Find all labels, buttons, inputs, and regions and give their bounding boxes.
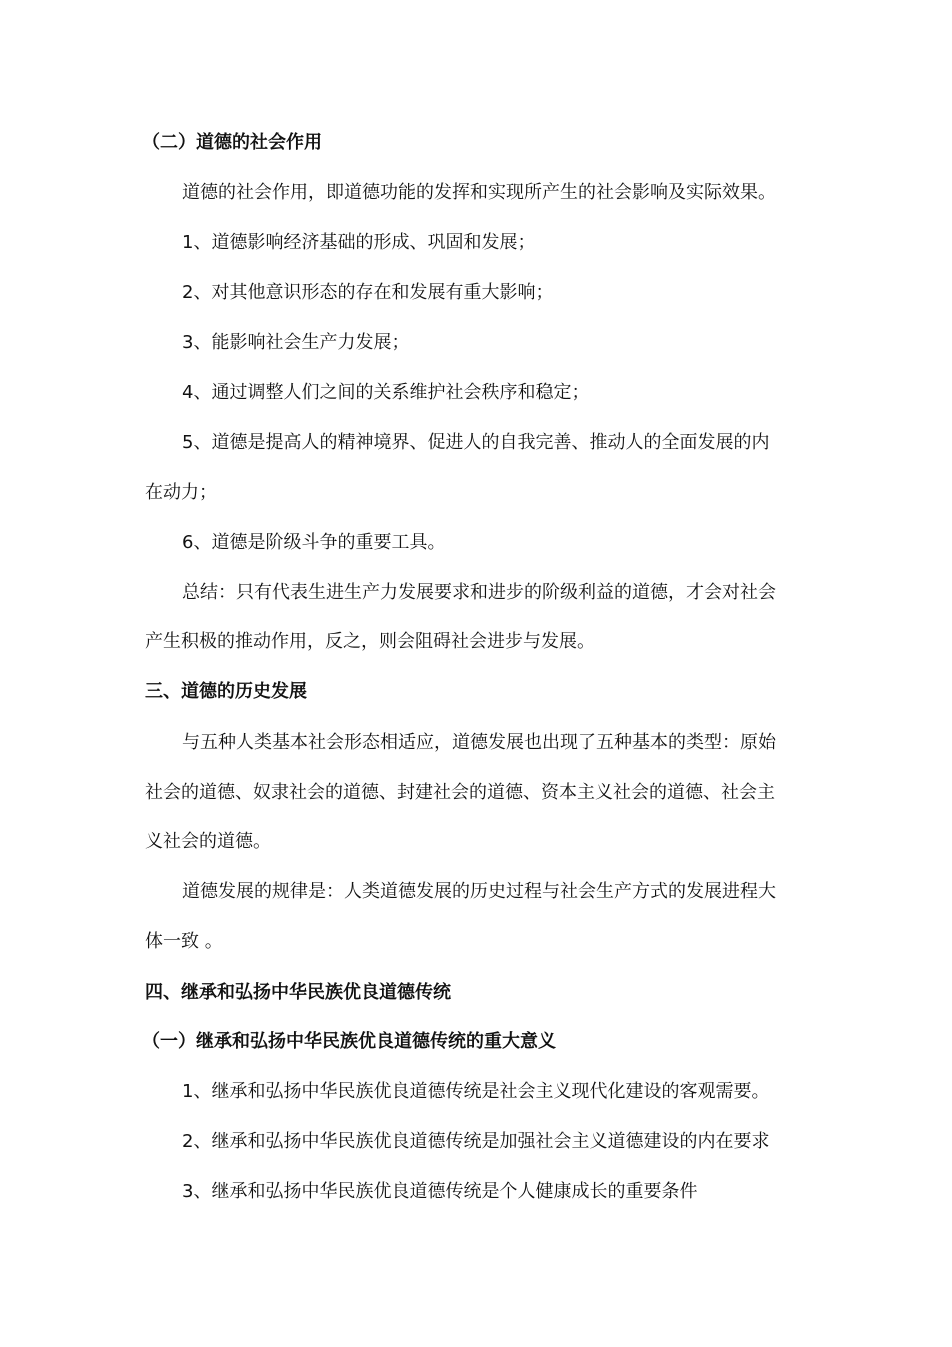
paragraph-line: 社会的道德、奴隶社会的道德、封建社会的道德、资本主义社会的道德、社会主 [145, 782, 775, 803]
list-item: 6、道德是阶级斗争的重要工具。 [182, 532, 446, 553]
paragraph-line: 道德发展的规律是：人类道德发展的历史过程与社会生产方式的发展进程大 [182, 881, 776, 902]
list-item: 2、继承和弘扬中华民族优良道德传统是加强社会主义道德建设的内在要求 [182, 1131, 770, 1152]
list-item: 3、继承和弘扬中华民族优良道德传统是个人健康成长的重要条件 [182, 1181, 698, 1202]
list-item: 1、道德影响经济基础的形成、巩固和发展； [182, 232, 536, 253]
summary-line-continuation: 产生积极的推动作用，反之，则会阻碍社会进步与发展。 [145, 631, 595, 652]
list-item-continuation: 在动力； [145, 482, 217, 503]
list-item: 5、道德是提高人的精神境界、促进人的自我完善、推动人的全面发展的内 [182, 432, 770, 453]
paragraph-line: 与五种人类基本社会形态相适应，道德发展也出现了五种基本的类型：原始 [182, 732, 776, 753]
list-item: 2、对其他意识形态的存在和发展有重大影响； [182, 282, 554, 303]
section-heading-social-role: （二）道德的社会作用 [142, 132, 322, 153]
paragraph-line: 义社会的道德。 [145, 831, 271, 852]
summary-line: 总结：只有代表生进生产力发展要求和进步的阶级利益的道德，才会对社会 [182, 582, 776, 603]
paragraph-line: 体一致 。 [145, 931, 223, 952]
section-heading-history: 三、道德的历史发展 [145, 681, 307, 702]
list-item: 1、继承和弘扬中华民族优良道德传统是社会主义现代化建设的客观需要。 [182, 1081, 770, 1102]
section-heading-tradition: 四、继承和弘扬中华民族优良道德传统 [145, 982, 451, 1003]
list-item: 4、通过调整人们之间的关系维护社会秩序和稳定； [182, 382, 590, 403]
subsection-heading-tradition-significance: （一）继承和弘扬中华民族优良道德传统的重大意义 [142, 1031, 556, 1052]
list-item: 3、能影响社会生产力发展； [182, 332, 410, 353]
paragraph-social-role-intro: 道德的社会作用，即道德功能的发挥和实现所产生的社会影响及实际效果。 [182, 182, 776, 203]
